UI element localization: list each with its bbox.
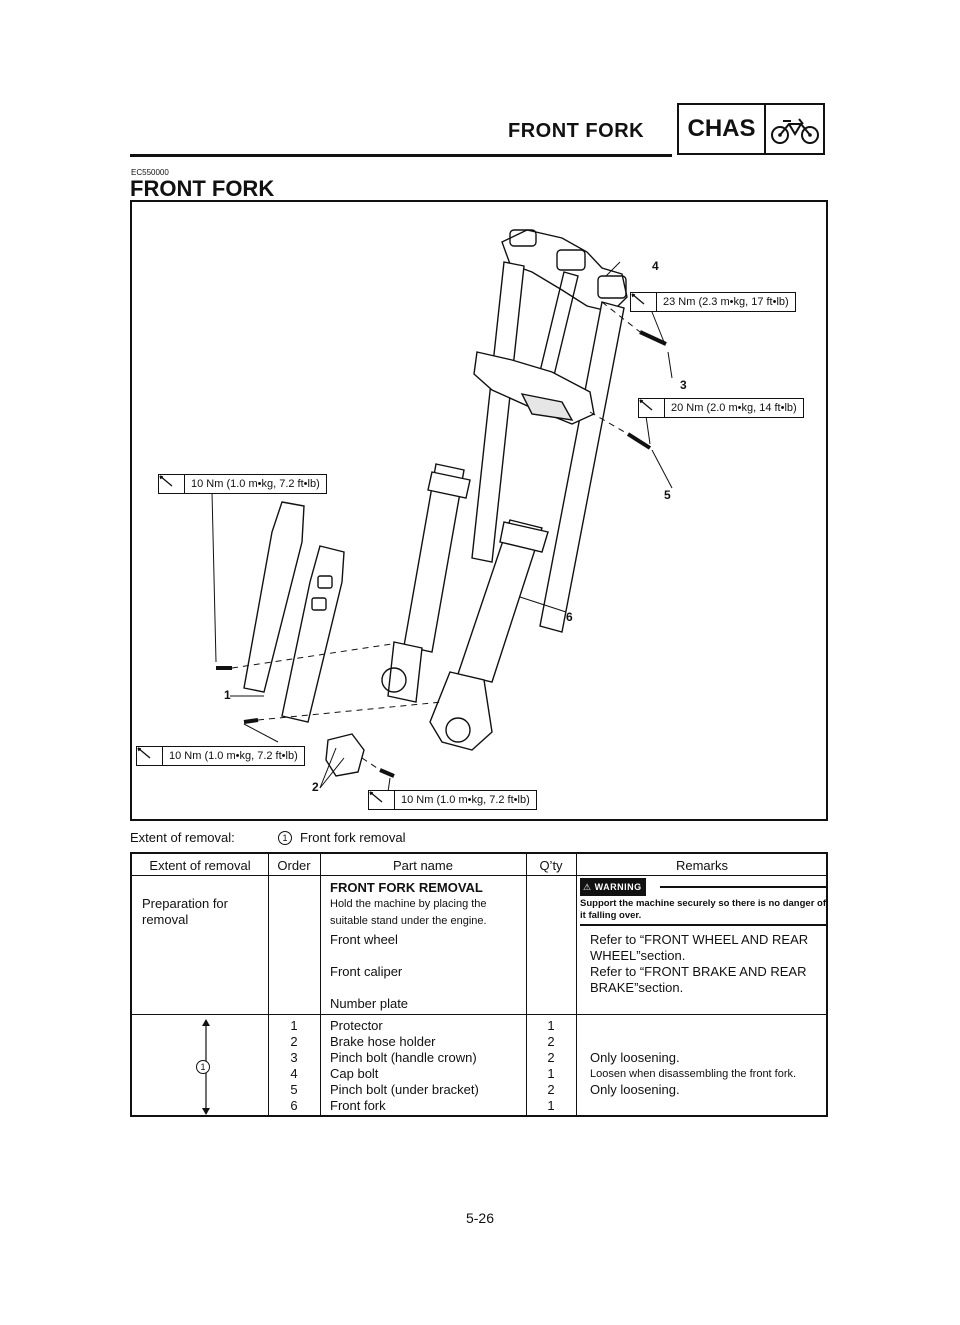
order-6: 6 xyxy=(290,1098,298,1113)
part-2: Brake hose holder xyxy=(330,1034,436,1049)
callout-5: 5 xyxy=(664,488,671,502)
callout-1: 1 xyxy=(224,688,231,702)
removal-table xyxy=(130,852,828,1117)
torque-spec-protector-upper xyxy=(158,474,327,494)
part-front-wheel: Front wheel xyxy=(330,932,398,947)
prep-extent: Preparation for removal xyxy=(142,896,228,927)
torque-spec-cap-bolt xyxy=(630,292,796,312)
torque-value: 10 Nm (1.0 m•kg, 7.2 ft•lb) xyxy=(169,750,298,762)
removal-marker: 1 xyxy=(196,1060,210,1074)
torque-wrench-icon xyxy=(137,747,163,765)
doc-code: EC550000 xyxy=(131,168,169,177)
part-1: Protector xyxy=(330,1018,383,1033)
remark-3: Only loosening. xyxy=(590,1050,680,1065)
extent-text: Front fork removal xyxy=(300,830,406,845)
prep-note: Hold the machine by placing the suitable stand under the engine. xyxy=(330,898,487,927)
header-rule xyxy=(130,154,672,157)
warning-block xyxy=(580,878,826,926)
exploded-diagram xyxy=(130,200,828,821)
torque-wrench-icon xyxy=(631,293,657,311)
torque-value: 20 Nm (2.0 m•kg, 14 ft•lb) xyxy=(671,402,797,414)
torque-wrench-icon xyxy=(639,399,665,417)
part-5: Pinch bolt (under bracket) xyxy=(330,1082,479,1097)
order-5: 5 xyxy=(290,1082,298,1097)
part-number-plate: Number plate xyxy=(330,996,409,1011)
prep-heading: FRONT FORK REMOVAL xyxy=(330,880,483,895)
order-2: 2 xyxy=(290,1034,298,1049)
section-label: CHAS xyxy=(679,105,766,153)
col-extent: Extent of removal xyxy=(149,858,251,873)
torque-value: 23 Nm (2.3 m•kg, 17 ft•lb) xyxy=(663,296,789,308)
page-number: 5-26 xyxy=(465,1210,495,1226)
col-remarks: Remarks xyxy=(675,858,728,873)
callout-3: 3 xyxy=(680,378,687,392)
torque-spec-protector-lower xyxy=(136,746,305,766)
torque-spec-pinch-bolt-under xyxy=(638,398,804,418)
torque-value: 10 Nm (1.0 m•kg, 7.2 ft•lb) xyxy=(191,478,320,490)
torque-spec-hose-holder xyxy=(368,790,537,810)
warning-icon: ⚠ xyxy=(583,882,592,892)
callout-6: 6 xyxy=(566,610,573,624)
remark-front-caliper: Refer to “FRONT BRAKE AND REAR BRAKE”section. xyxy=(590,964,807,995)
torque-wrench-icon xyxy=(159,475,185,493)
order-1: 1 xyxy=(290,1018,298,1033)
torque-value: 10 Nm (1.0 m•kg, 7.2 ft•lb) xyxy=(401,794,530,806)
qty-6: 1 xyxy=(547,1098,555,1113)
extent-label: Extent of removal: xyxy=(130,830,235,845)
part-front-caliper: Front caliper xyxy=(330,964,403,979)
section-title: FRONT FORK xyxy=(130,176,275,201)
col-order: Order xyxy=(277,858,311,873)
motorcycle-icon xyxy=(766,105,823,153)
section-tab xyxy=(677,103,825,155)
part-3: Pinch bolt (handle crown) xyxy=(330,1050,477,1065)
qty-4: 1 xyxy=(547,1066,555,1081)
remark-4: Loosen when disassembling the front fork. xyxy=(590,1068,797,1080)
qty-3: 2 xyxy=(547,1050,555,1065)
torque-wrench-icon xyxy=(369,791,395,809)
order-3: 3 xyxy=(290,1050,298,1065)
col-qty: Q’ty xyxy=(539,858,563,873)
extent-of-removal xyxy=(130,830,405,845)
part-4: Cap bolt xyxy=(330,1066,379,1081)
extent-marker: 1 xyxy=(278,831,292,845)
header-title: FRONT FORK xyxy=(508,120,645,142)
qty-1: 1 xyxy=(547,1018,555,1033)
qty-5: 2 xyxy=(547,1082,555,1097)
qty-2: 2 xyxy=(547,1034,555,1049)
col-part: Part name xyxy=(393,858,453,873)
warning-badge: ⚠ WARNING xyxy=(580,878,646,896)
remark-5: Only loosening. xyxy=(590,1082,680,1097)
order-4: 4 xyxy=(290,1066,298,1081)
part-6: Front fork xyxy=(330,1098,386,1113)
warning-text: Support the machine securely so there is no danger of it falling over. xyxy=(580,898,826,921)
callout-4: 4 xyxy=(652,259,659,273)
remark-front-wheel: Refer to “FRONT WHEEL AND REAR WHEEL”section. xyxy=(590,932,809,963)
callout-2: 2 xyxy=(312,780,319,794)
